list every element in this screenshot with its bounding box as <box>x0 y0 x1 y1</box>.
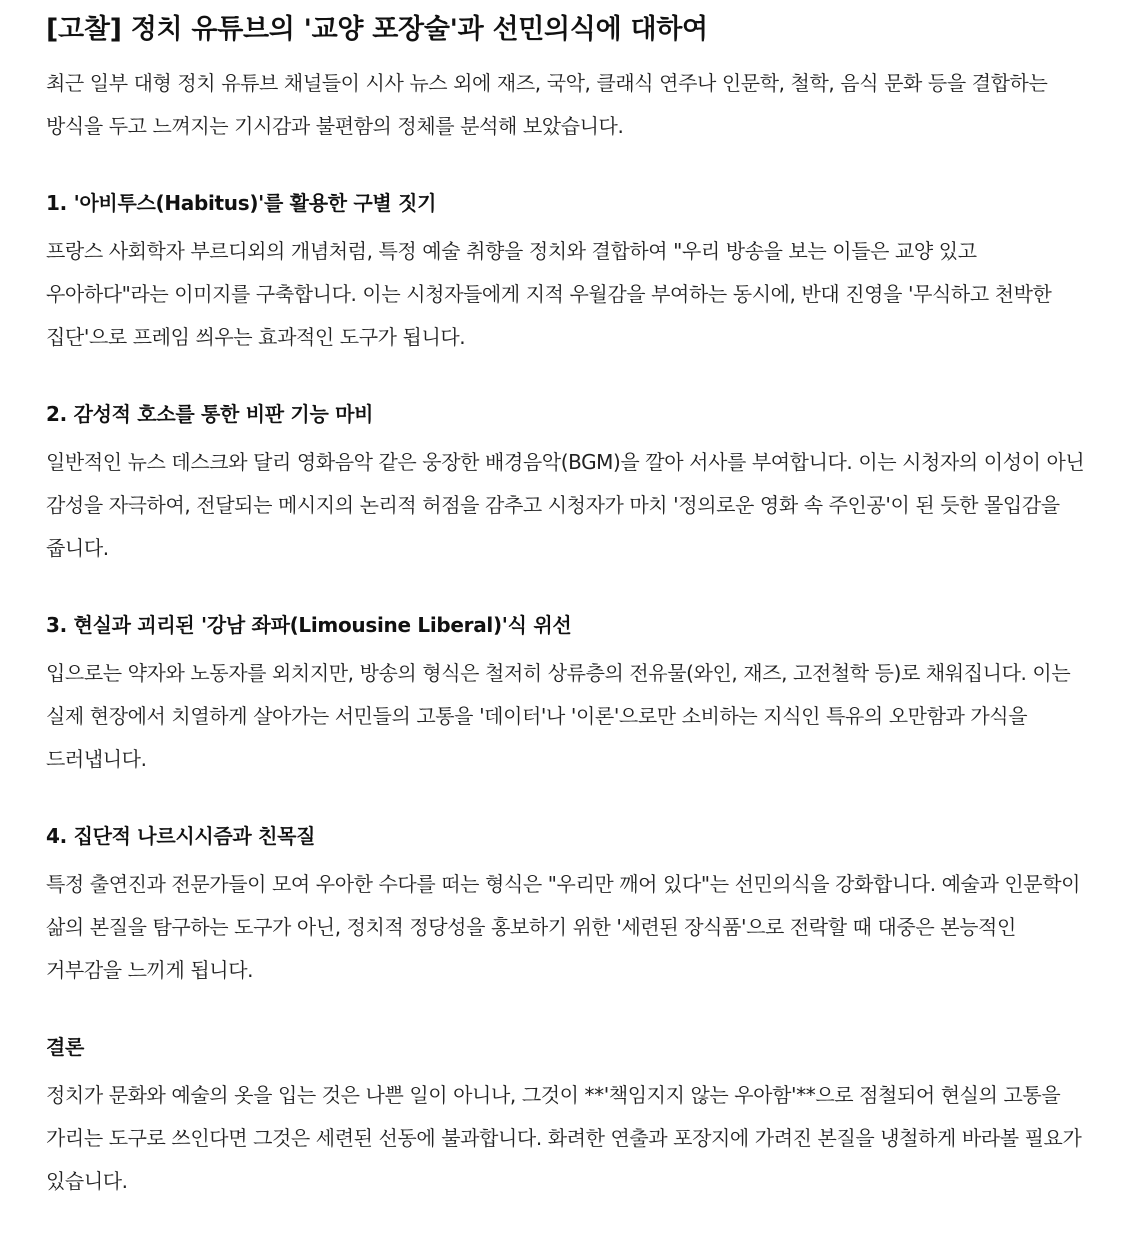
document-title: [고찰] 정치 유튜브의 '교양 포장술'과 선민의식에 대하여 <box>46 14 708 45</box>
section-1-heading: 1. '아비투스(Habitus)'를 활용한 구별 짓기 <box>46 191 437 215</box>
conclusion-body: 정치가 문화와 예술의 옷을 입는 것은 나쁜 일이 아니나, 그것이 **'책임지지 않는 우아함'**으로 점철되어 현실의 고통을 가리는 도구로 쓰인다면 그것은 세련된 선동에 불과합니다. 화려한 연출과 포장지에 가려진 본질을 냉철하게 바라볼 필요가 있습니다. <box>46 1083 1082 1193</box>
intro-paragraph: 최근 일부 대형 정치 유튜브 채널들이 시사 뉴스 외에 재즈, 국악, 클래식 연주나 인문학, 철학, 음식 문화 등을 결합하는 방식을 두고 느껴지는 기시감과 불편함의 정체를 분석해 보았습니다. <box>46 71 1048 138</box>
section-1-body: 프랑스 사회학자 부르디외의 개념처럼, 특정 예술 취향을 정치와 결합하여 "우리 방송을 보는 이들은 교양 있고 우아하다"라는 이미지를 구축합니다. 이는 시청자들에게 지적 우월감을 부여하는 동시에, 반대 진영을 '무식하고 천박한 집단'으로 프레임 씌우는 효과적인 도구가 됩니다. <box>46 239 1052 349</box>
section-2-heading: 2. 감성적 호소를 통한 비판 기능 마비 <box>46 402 374 426</box>
section-3-body: 입으로는 약자와 노동자를 외치지만, 방송의 형식은 철저히 상류층의 전유물(와인, 재즈, 고전철학 등)로 채워집니다. 이는 실제 현장에서 치열하게 살아가는 서민들의 고통을 '데이터'나 '이론'으로만 소비하는 지식인 특유의 오만함과 가식을 드러냅니다. <box>46 661 1071 771</box>
conclusion-heading: 결론 <box>46 1035 85 1059</box>
section-3-heading: 3. 현실과 괴리된 '강남 좌파(Limousine Liberal)'식 위선 <box>46 613 572 637</box>
section-4-heading: 4. 집단적 나르시시즘과 친목질 <box>46 824 316 848</box>
section-2-body: 일반적인 뉴스 데스크와 달리 영화음악 같은 웅장한 배경음악(BGM)을 깔아 서사를 부여합니다. 이는 시청자의 이성이 아닌 감성을 자극하여, 전달되는 메시지의 논리적 허점을 감추고 시청자가 마치 '정의로운 영화 속 주인공'이 된 듯한 몰입감을 줍니다. <box>46 450 1085 560</box>
section-4-body: 특정 출연진과 전문가들이 모여 우아한 수다를 떠는 형식은 "우리만 깨어 있다"는 선민의식을 강화합니다. 예술과 인문학이 삶의 본질을 탐구하는 도구가 아닌, 정치적 정당성을 홍보하기 위한 '세련된 장식품'으로 전락할 때 대중은 본능적인 거부감을 느끼게 됩니다. <box>46 872 1081 982</box>
